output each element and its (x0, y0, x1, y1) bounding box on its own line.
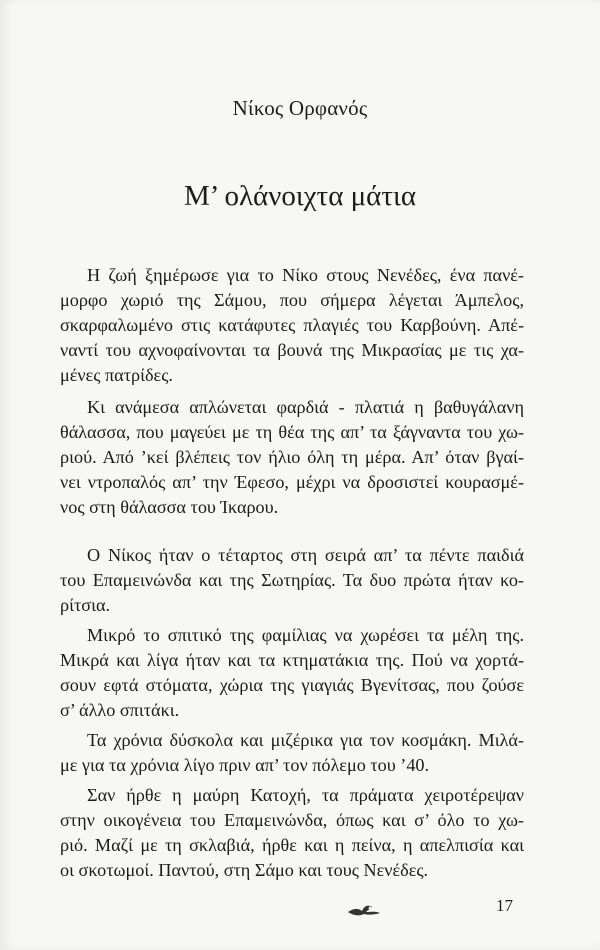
bird-ornament-icon (346, 902, 382, 920)
body-line: Η ζωή ξημέρωσε για το Νίκο στους Νενέδες, ένα πανέ- (87, 265, 524, 285)
body-line: μένες πατρίδες. (60, 365, 173, 385)
body-line: Μικρό το σπιτικό της φαμίλιας να χωρέσει τα μέλη της. (87, 625, 524, 645)
body-line: ναντί του αχνοφαίνονται τα βουνά της Μικρασίας με τις χα- (60, 340, 524, 360)
body-line: Τα χρόνια δύσκολα και μιζέρικα για τον κοσμάκη. Μιλά- (87, 730, 524, 750)
body-line: σκαρφαλωμένο στις κατάφυτες πλαγιές του Καρβούνη. Απέ- (60, 315, 524, 335)
body-line: νος στη θάλασσα του Ίκαρου. (60, 497, 279, 517)
body-line: ριού. Από ’κεί βλέπεις τον ήλιο όλη τη μέρα. Απ’ όταν βγαί- (60, 447, 524, 467)
body-line: στην οικογένεια του Επαμεινώνδα, όπως και σ’ όλο το χω- (60, 810, 524, 830)
body-line: νει ντροπαλός απ’ την Έφεσο, μέχρι να δροσιστεί κουρασμέ- (60, 472, 524, 492)
body-line: με για τα χρόνια λίγο πριν απ’ τον πόλεμο του ’40. (60, 755, 430, 775)
body-line: Σαν ήρθε η μαύρη Κατοχή, τα πράματα χειροτέρεψαν (87, 785, 524, 805)
body-line: θάλασσα, που μαγεύει με τη θέα της απ’ τα ξάγναντα του χω- (60, 422, 524, 442)
body-line: ρίτσια. (60, 595, 111, 615)
body-line: ριό. Μαζί με τη σκλαβιά, ήρθε και η πείνα, η απελπισία και (60, 835, 524, 855)
body-line: Μικρά και λίγα ήταν και τα κτηματάκια της. Πού να χορτά- (60, 650, 524, 670)
body-line: σ’ άλλο σπιτάκι. (60, 700, 180, 720)
body-line: του Επαμεινώνδα και της Σωτηρίας. Τα δυο πρώτα ήταν κο- (60, 570, 524, 590)
page-number: 17 (496, 896, 513, 915)
body-line: οι σκοτωμοί. Παντού, στη Σάμο και τους Νενέδες. (60, 860, 429, 880)
body-line: Κι ανάμεσα απλώνεται φαρδιά - πλατιά η βαθυγάλανη (87, 397, 524, 417)
body-line: μορφο χωριό της Σάμου, που σήμερα λέγεται Άμπελος, (60, 290, 524, 310)
body-line: Ο Νίκος ήταν ο τέταρτος στη σειρά απ’ τα πέντε παιδιά (87, 545, 524, 565)
author-name: Νίκος Ορφανός (232, 96, 368, 120)
body-line: σουν εφτά στόματα, χώρια της γιαγιάς Βγενίτσας, που ζούσε (60, 675, 524, 695)
chapter-title: Μ’ ολάνοιχτα μάτια (183, 180, 417, 212)
